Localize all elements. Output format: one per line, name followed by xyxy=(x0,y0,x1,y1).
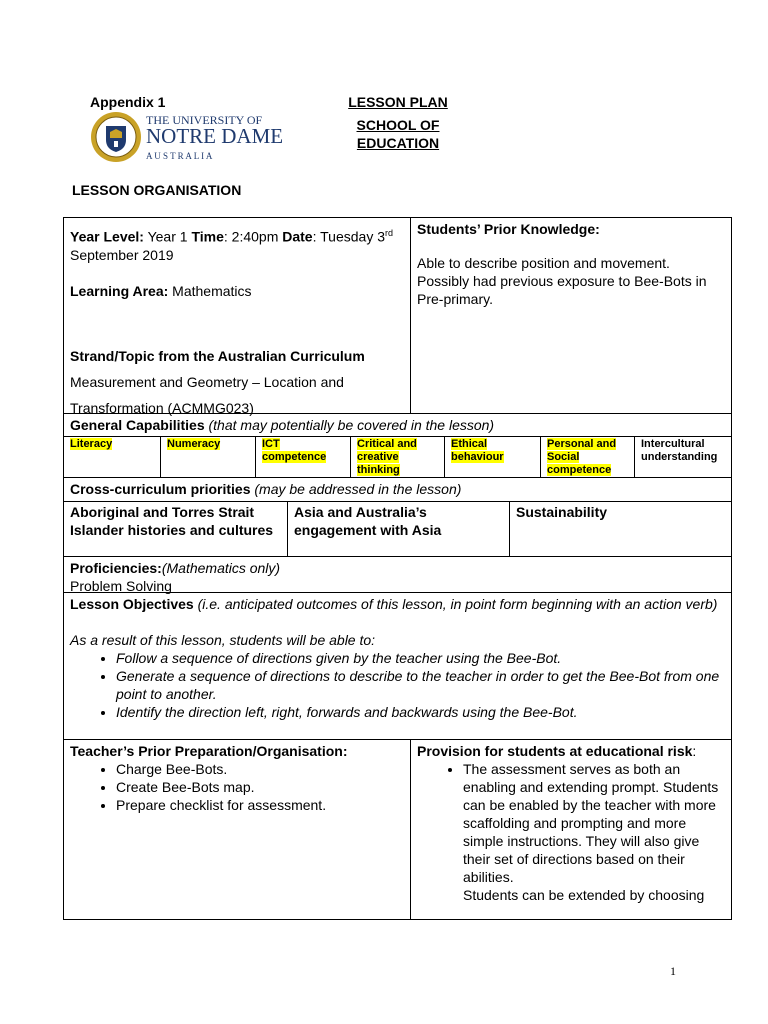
objectives-list xyxy=(70,649,725,721)
preparation-list xyxy=(70,760,404,814)
university-logo xyxy=(90,111,290,163)
school-line-1: SCHOOL OF xyxy=(356,117,440,133)
strand-line-1: Measurement and Geometry – Location and xyxy=(70,373,344,390)
objective-item: • Follow a sequence of directions given by the teacher using the Bee-Bot. xyxy=(116,649,725,667)
lesson-plan-title: LESSON PLAN xyxy=(348,94,448,110)
preparation-item: • Create Bee-Bots map. xyxy=(116,778,404,796)
cross-curriculum-heading: Cross-curriculum priorities (may be addressed in the lesson) xyxy=(63,477,732,502)
capabilities-row xyxy=(63,436,732,478)
proficiencies-value: Problem Solving xyxy=(70,578,172,594)
priority-sustainability: Sustainability xyxy=(516,504,608,520)
prior-knowledge-cell xyxy=(410,217,732,414)
logo-line-3: A U S T R A L I A xyxy=(146,151,213,161)
lesson-details-cell xyxy=(63,217,411,414)
proficiencies-cell xyxy=(63,556,732,593)
capability-critical-thinking: Critical and creative thinking xyxy=(351,437,445,477)
preparation-label: Teacher’s Prior Preparation/Organisation: xyxy=(70,743,348,759)
general-capabilities-heading: General Capabilities (that may potentially be covered in the lesson) xyxy=(63,413,732,437)
page-number: 1 xyxy=(670,964,676,978)
capability-numeracy: Numeracy xyxy=(161,437,256,477)
objectives-heading: Lesson Objectives (i.e. anticipated outcomes of this lesson, in point form beginning with an action verb) xyxy=(70,596,718,612)
objective-item: • Generate a sequence of directions to describe to the teacher in order to get the Bee-Bot from one point to another. xyxy=(116,667,725,703)
strand-line-2: Transformation (ACMMG023) xyxy=(70,399,254,416)
priority-asia: Asia and Australia’s engagement with Asia xyxy=(288,502,510,556)
strand-label: Strand/Topic from the Australian Curriculum xyxy=(70,347,365,364)
section-title: LESSON ORGANISATION xyxy=(72,182,242,198)
capability-ethical: Ethical behaviour xyxy=(445,437,541,477)
preparation-item: • Prepare checklist for assessment. xyxy=(116,796,404,814)
school-line-2: EDUCATION xyxy=(356,135,440,151)
logo-line-1: THE UNIVERSITY OF xyxy=(146,113,263,127)
cross-curriculum-row xyxy=(63,501,732,557)
school-heading xyxy=(328,116,468,152)
capability-ict: ICT competence xyxy=(256,437,351,477)
objectives-intro: As a result of this lesson, students will be able to: xyxy=(70,632,376,648)
objective-item: • Identify the direction left, right, forwards and backwards using the Bee-Bot. xyxy=(116,703,725,721)
preparation-cell xyxy=(63,739,411,920)
capability-personal-social: Personal and Social competence xyxy=(541,437,635,477)
provision-item: • The assessment serves as both an enabling and extending prompt. Students can be enabled by the teacher with more scaffolding and prompting and more simple instructions. They will also give their set of directions based on their abilities. Students can be extended by choosing xyxy=(463,760,725,904)
provision-cell xyxy=(410,739,732,920)
prior-knowledge-label: Students’ Prior Knowledge: xyxy=(417,221,600,237)
priority-aboriginal: Aboriginal and Torres Strait Islander histories and cultures xyxy=(64,502,288,556)
proficiencies-heading: Proficiencies:(Mathematics only) xyxy=(70,560,281,576)
logo-line-2: NOTRE DAME xyxy=(146,124,284,148)
prior-knowledge-text: Able to describe position and movement. Possibly had previous exposure to Bee-Bots in Pre-primary. xyxy=(417,255,707,307)
year-time-date: Year Level: Year 1 Time: 2:40pm Date: Tuesday 3rd September 2019 xyxy=(70,228,394,263)
learning-area: Learning Area: Mathematics xyxy=(70,282,252,299)
preparation-item: • Charge Bee-Bots. xyxy=(116,760,404,778)
capability-intercultural: Intercultural understanding xyxy=(641,438,718,463)
appendix-label: Appendix 1 xyxy=(90,94,166,110)
lesson-objectives-cell xyxy=(63,592,732,740)
provision-list xyxy=(417,760,725,904)
provision-heading: Provision for students at educational risk: xyxy=(417,743,697,759)
capability-literacy: Literacy xyxy=(64,437,161,477)
